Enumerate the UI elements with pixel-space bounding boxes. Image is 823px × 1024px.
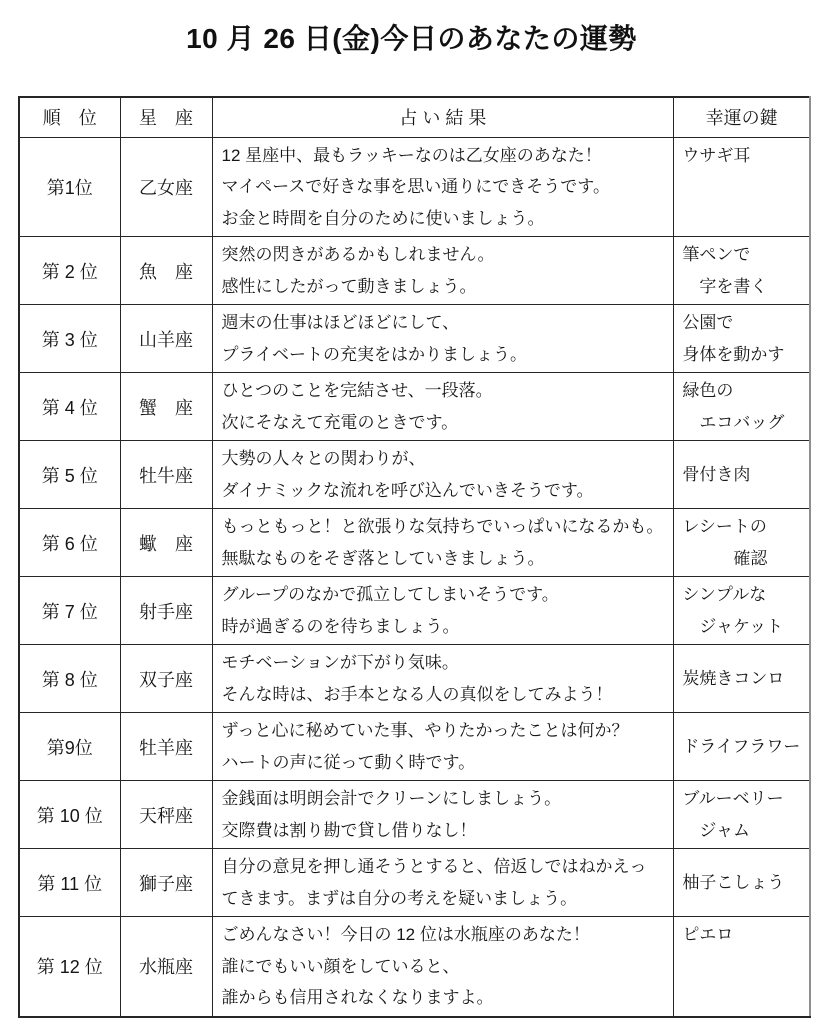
fortune-line: グループのなかで孤立してしまいそうです。 <box>221 585 559 604</box>
fortune-line: 無駄なものをそぎ落としていきましょう。 <box>221 548 545 568</box>
sign-cell: 牡牛座 <box>120 441 212 509</box>
table-row <box>19 509 810 577</box>
table-row <box>19 645 810 713</box>
fortune-cell <box>212 849 674 917</box>
table-header <box>19 97 810 137</box>
fortune-table <box>18 96 811 1018</box>
fortune-line: 誰にでもいい顔をしていると、 <box>221 956 460 976</box>
sign-cell: 乙女座 <box>120 137 212 237</box>
fortune-line: 大勢の人々との関わりが、 <box>221 449 426 468</box>
table-row <box>19 577 810 645</box>
lucky-cell <box>674 849 810 917</box>
header-lucky: 幸運の鍵 <box>674 97 810 137</box>
fortune-line: お金と時間を自分のために使いましょう。 <box>221 208 545 228</box>
lucky-line: 公園で <box>682 313 734 332</box>
table-row <box>19 781 810 849</box>
fortune-line: 時が過ぎるのを待ちましょう。 <box>221 616 460 636</box>
fortune-line: 次にそなえて充電のときです。 <box>221 412 459 432</box>
table-row <box>19 849 810 917</box>
fortune-cell <box>212 509 674 577</box>
rank-cell: 第 2 位 <box>19 237 120 305</box>
rank-cell: 第 8 位 <box>19 645 120 713</box>
rank-cell: 第 11 位 <box>19 849 120 917</box>
fortune-cell <box>212 917 674 1017</box>
lucky-cell <box>674 645 810 713</box>
header-rank: 順 位 <box>19 97 120 137</box>
lucky-cell <box>674 917 810 1017</box>
lucky-line: 柚子こしょう <box>682 872 785 892</box>
lucky-cell <box>674 237 810 305</box>
fortune-line: ずっと心に秘めていた事、やりたかったことは何か？ <box>221 721 629 740</box>
rank-cell: 第1位 <box>19 137 120 237</box>
rank-cell: 第 6 位 <box>19 509 120 577</box>
fortune-line: もっともっと！と欲張りな気持ちでいっぱいになるかも。 <box>221 517 664 536</box>
fortune-cell <box>212 441 674 509</box>
lucky-line: 骨付き肉 <box>682 464 751 484</box>
lucky-cell <box>674 373 810 441</box>
fortune-cell <box>212 137 674 237</box>
fortune-line: 週末の仕事はほどほどにして、 <box>221 313 460 332</box>
table-body <box>19 137 810 1017</box>
table-row <box>19 373 810 441</box>
lucky-cell <box>674 781 810 849</box>
rank-cell: 第 4 位 <box>19 373 120 441</box>
table-row <box>19 713 810 781</box>
sign-cell: 天秤座 <box>120 781 212 849</box>
page-title: 10 月 26 日(金)今日のあなたの運勢 <box>186 23 637 54</box>
lucky-line: 炭焼きコンロ <box>682 668 785 688</box>
fortune-line: ごめんなさい！今日の 12 位は水瓶座のあなた！ <box>221 925 590 944</box>
rank-cell: 第 3 位 <box>19 305 120 373</box>
fortune-line: ハートの声に従って動く時です。 <box>221 752 476 772</box>
lucky-line: 字を書く <box>682 276 768 296</box>
sign-cell: 蟹 座 <box>120 373 212 441</box>
fortune-line: マイペースで好きな事を思い通りにできそうです。 <box>221 177 610 196</box>
lucky-cell <box>674 137 810 237</box>
header-sign: 星 座 <box>120 97 212 137</box>
fortune-cell <box>212 713 674 781</box>
header-row <box>19 97 810 137</box>
lucky-line: 筆ペンで <box>682 245 751 264</box>
lucky-cell <box>674 441 810 509</box>
fortune-line: 自分の意見を押し通そうとすると、倍返しではねかえっ <box>221 857 647 876</box>
rank-cell: 第 10 位 <box>19 781 120 849</box>
fortune-line: てきます。まずは自分の考えを疑いましょう。 <box>221 888 578 908</box>
table-row <box>19 441 810 509</box>
fortune-line: 金銭面は明朗会計でクリーンにしましょう。 <box>221 789 562 808</box>
sign-cell: 双子座 <box>120 645 212 713</box>
fortune-line: プライベートの充実をはかりましょう。 <box>221 344 527 364</box>
lucky-line: レシートの <box>682 517 767 536</box>
fortune-cell <box>212 781 674 849</box>
fortune-line: 12 星座中、最もラッキーなのは乙女座のあなた！ <box>221 145 602 165</box>
lucky-line: ピエロ <box>682 925 734 944</box>
fortune-cell <box>212 577 674 645</box>
lucky-line: 身体を動かす <box>682 344 785 364</box>
fortune-line: ひとつのことを完結させ、一段落。 <box>221 381 493 400</box>
fortune-cell <box>212 373 674 441</box>
lucky-line: ドライフラワー <box>682 736 801 756</box>
sign-cell: 牡羊座 <box>120 713 212 781</box>
rank-cell: 第 7 位 <box>19 577 120 645</box>
lucky-line: ブルーベリー <box>682 789 784 808</box>
rank-cell: 第 12 位 <box>19 917 120 1017</box>
sign-cell: 蠍 座 <box>120 509 212 577</box>
lucky-line: ウサギ耳 <box>682 145 751 165</box>
lucky-line: ジャム <box>682 820 751 840</box>
lucky-cell <box>674 577 810 645</box>
lucky-cell <box>674 509 810 577</box>
lucky-line: シンプルな <box>682 585 767 604</box>
lucky-cell <box>674 305 810 373</box>
sign-cell: 魚 座 <box>120 237 212 305</box>
fortune-line: そんな時は、お手本となる人の真似をしてみよう！ <box>221 684 613 704</box>
sign-cell: 山羊座 <box>120 305 212 373</box>
lucky-line: エコバッグ <box>682 412 785 432</box>
sign-cell: 射手座 <box>120 577 212 645</box>
table-row <box>19 237 810 305</box>
table-row <box>19 137 810 237</box>
fortune-cell <box>212 237 674 305</box>
rank-cell: 第9位 <box>19 713 120 781</box>
rank-cell: 第 5 位 <box>19 441 120 509</box>
fortune-line: 感性にしたがって動きましょう。 <box>221 276 477 296</box>
fortune-line: ダイナミックな流れを呼び込んでいきそうです。 <box>221 480 594 500</box>
fortune-line: 誰からも信用されなくなりますよ。 <box>221 988 494 1007</box>
table-row <box>19 305 810 373</box>
sign-cell: 水瓶座 <box>120 917 212 1017</box>
fortune-line: 突然の閃きがあるかもしれません。 <box>221 245 495 264</box>
lucky-line: 緑色の <box>682 381 734 400</box>
fortune-line: 交際費は割り勘で貸し借りなし！ <box>221 820 477 840</box>
fortune-line: モチベーションが下がり気味。 <box>221 653 459 672</box>
header-fortune: 占 い 結 果 <box>212 97 674 137</box>
table-row <box>19 917 810 1017</box>
fortune-cell <box>212 305 674 373</box>
lucky-line: 確認 <box>682 548 768 568</box>
fortune-cell <box>212 645 674 713</box>
lucky-cell <box>674 713 810 781</box>
sign-cell: 獅子座 <box>120 849 212 917</box>
lucky-line: ジャケット <box>682 616 784 636</box>
